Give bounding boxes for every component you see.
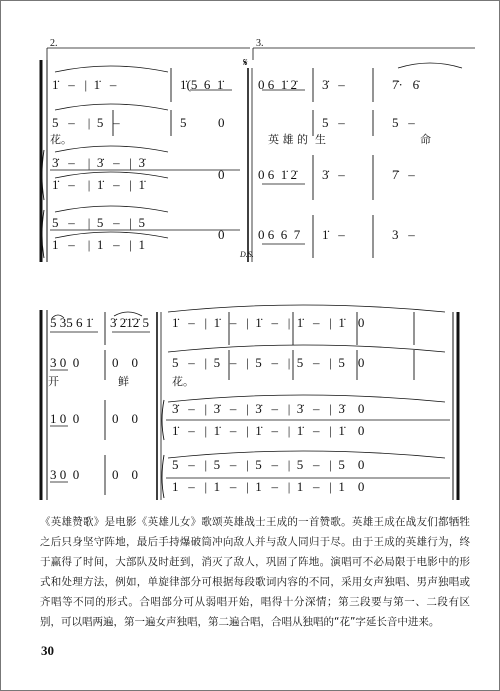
s1-staff3-m4: 0 6 1̇ 2̇ <box>258 167 297 182</box>
s2-staff4-m1: 3 0 0 <box>50 467 80 482</box>
s2-staff1-m1: 5 35 6 1̇ <box>50 315 93 330</box>
segno-icon: 𝄋 <box>243 57 248 69</box>
s1-staff2-m2: 5 <box>180 115 187 130</box>
s2-staff2-m3: 5 – | 5 – | 5 – | 5 – | 5 0 <box>172 355 365 370</box>
s1-staff4-top: 5 – | 5 – | 5 <box>52 215 145 230</box>
volta-3: 3. <box>256 38 264 49</box>
s1-staff3-m3: 0 <box>218 167 225 182</box>
s1-lyric-1: 花。 <box>50 133 72 146</box>
s1-staff4-m6: 3 – <box>392 227 415 242</box>
s1-staff2-m5: 5 – <box>392 115 415 130</box>
s1-staff1-m5: 7̇· 6̇ <box>392 77 420 92</box>
s1-lyric-2: 英 雄 的 生 <box>268 133 326 146</box>
s2-staff4-bot: 1 – | 1 – | 1 – | 1 – | 1 0 <box>172 479 365 494</box>
s2-lyric-3: 花。 <box>172 375 194 388</box>
s2-lyric-1: 开 <box>48 375 59 388</box>
s2-staff3-m1: 1 0 0 <box>50 411 80 426</box>
s2-staff2-m1: 3 0 0 <box>50 355 80 370</box>
s2-staff4-m2: 0 0 <box>112 467 138 482</box>
s1-staff4-m4: 0 6 6 7 <box>258 227 301 242</box>
page-number: 30 <box>41 643 54 658</box>
s1-staff2-m2b: 0 <box>218 115 225 130</box>
s1-staff1-m4: 3̇ – <box>322 77 345 92</box>
commentary-paragraph: 《英雄赞歌》是电影《英雄儿女》歌颂英雄战士王成的一首赞歌。英雄王成在战友们都牺牲之后只身坚守阵地，最后手持爆破筒冲向敌人并与敌人同归于尽。由于王成的英雄行为，终于赢得了时间，大部队及时赶到，消灭了敌人，巩固了阵地。演唱可不必局限于电影中的形式和处理方法，例如，单旋律部分可根据每段歌词内容的不同，采用女声独唱、男声独唱或齐唱等不同的形式。合唱部分可从弱唱开始，唱得十分深情；第三段要与第一、二段有区别，可以唱两遍，第一遍女声独唱，第二遍合唱，合唱从独唱的“花”字延长音中进来。 <box>40 516 470 628</box>
s1-lyric-3: 命 <box>420 133 431 146</box>
s2-staff1-m3: 1̇ – | 1̇ – | 1̇ – | 1̇ – | 1̇ 0 <box>172 315 365 330</box>
s1-staff3-top: 3̇ – | 3̇ – | 3̇ <box>52 155 145 170</box>
s1-staff4-m3: 0 <box>218 227 225 242</box>
s1-staff2-m4: 5 – <box>322 115 345 130</box>
s1-staff1-m1: 1̇ – | 1̇ – <box>52 77 117 92</box>
s2-staff1-m2: 3̇ 2̇1̇2̇ 5 <box>110 315 149 330</box>
s2-staff2-m2: 0 0 <box>112 355 138 370</box>
s1-staff4-m5: 1̇ – <box>322 227 345 242</box>
s2-staff3-bot: 1̇ – | 1̇ – | 1̇ – | 1̇ – | 1̇ 0 <box>172 423 365 438</box>
s2-lyric-2: 鲜 <box>118 375 129 388</box>
s1-staff2-m1: 5 – | 5 – <box>52 115 120 130</box>
s1-staff3-bot: 1̇ – | 1̇ – | 1̇ <box>52 177 145 192</box>
s2-staff3-m2: 0 0 <box>112 411 138 426</box>
s1-staff1-m2: 1̇(5 6 1̇ <box>180 77 224 92</box>
ds-mark: D.S. <box>240 250 254 259</box>
s2-staff4-top: 5 – | 5 – | 5 – | 5 – | 5 0 <box>172 457 365 472</box>
s1-staff1-m3: 0 6 1̇ 2̇ <box>258 77 297 92</box>
volta-2: 2. <box>50 38 58 49</box>
s2-staff3-top: 3̇ – | 3̇ – | 3̇ – | 3̇ – | 3̇ 0 <box>172 401 365 416</box>
s1-staff4-bot: 1 – | 1 – | 1 <box>52 237 145 252</box>
s1-staff3-m6: 7̇ – <box>392 167 415 182</box>
s1-staff3-m5: 3̇ – <box>322 167 345 182</box>
